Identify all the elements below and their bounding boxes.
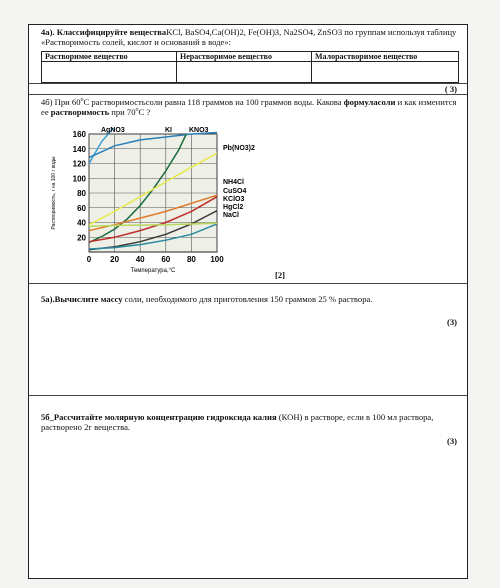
- x-axis-label: Температура,°С: [130, 268, 176, 274]
- question-4a-score: ( 3): [444, 84, 457, 94]
- question-4b-text: [41, 97, 457, 117]
- x-tick-label: 0: [86, 255, 92, 264]
- degree-mark: о: [135, 107, 139, 114]
- x-tick-label: 40: [135, 255, 145, 264]
- series-label: KClO3: [223, 196, 245, 203]
- series-label: KNO3: [189, 127, 209, 134]
- table-header-soluble: Растворимое вещество: [42, 52, 177, 62]
- question-4b-score: [2]: [275, 270, 286, 280]
- question-5a-bold: Вычислите массу: [54, 294, 123, 304]
- question-5a-text: [41, 294, 457, 304]
- series-label: NH4Cl: [223, 179, 245, 186]
- series-label: HgCl2: [223, 204, 244, 211]
- question-4a-number: 4а).: [41, 27, 55, 37]
- question-4b-part: С растворимостьсоли равна 118 граммов на 100 граммов воды. Какова: [83, 97, 344, 107]
- series-label: KI: [165, 127, 172, 134]
- question-4a-text: [41, 27, 457, 47]
- question-4b-part: С ?: [138, 107, 151, 117]
- degree-mark: о: [80, 97, 84, 104]
- x-tick-label: 60: [161, 255, 171, 264]
- question-4b-bold: формуласоли: [343, 97, 396, 107]
- solubility-chart: [45, 122, 293, 274]
- question-5a-number: 5а).: [41, 294, 55, 304]
- table-cell[interactable]: [312, 62, 459, 83]
- question-5a-score: (3): [446, 317, 457, 327]
- y-tick-label: 20: [77, 233, 86, 243]
- series-label: CuSO4: [223, 188, 247, 195]
- question-4b-part: и как изменится ее: [41, 97, 457, 117]
- y-tick-label: 40: [77, 218, 86, 228]
- divider: [29, 83, 467, 84]
- question-5a-body: соли, необходимого для приготовления 150 граммов 25 % раствора.: [122, 294, 373, 304]
- x-tick-label: 20: [110, 255, 120, 264]
- x-tick-label: 80: [186, 255, 196, 264]
- worksheet: [28, 24, 468, 579]
- table-cell[interactable]: [177, 62, 312, 83]
- question-4b-part: при 70: [109, 107, 136, 117]
- question-5b-text: [41, 412, 457, 432]
- question-4a-bold: Классифицируйте вещества: [56, 27, 167, 37]
- y-tick-label: 100: [72, 174, 86, 184]
- y-tick-label: 140: [72, 144, 86, 154]
- y-tick-label: 60: [77, 203, 86, 213]
- table-cell[interactable]: [42, 62, 177, 83]
- question-4a-body: KCl, BaSO4,Ca(OH)2, Fe(OH)3, Na2SO4, ZnSO3 по группам используя таблицу «Растворимость солей, кислот и оснований в воде»:: [41, 27, 457, 47]
- series-label: NaCl: [223, 212, 239, 219]
- series-label: AgNO3: [101, 127, 125, 134]
- y-tick-label: 160: [72, 130, 86, 139]
- divider: [29, 283, 467, 284]
- x-tick-label: 100: [210, 255, 224, 264]
- question-5b-body: (КОН) в растворе, если в 100 мл раствора, растворено 2г вещества.: [41, 412, 434, 432]
- question-4b-bold: растворимость: [50, 107, 110, 117]
- question-5b-bold: 5б_Рассчитайте молярную концентрацию гидроксида калия: [41, 412, 277, 422]
- divider: [29, 395, 467, 396]
- divider: [29, 94, 467, 95]
- table-header-slightly-soluble: Малорастворимое вещество: [312, 52, 459, 62]
- y-axis-label: Растворимость, г на 100 г воды: [51, 156, 57, 230]
- question-5b-score: (3): [446, 436, 457, 446]
- question-4b-part: 4б) При 60: [41, 97, 81, 107]
- table-header-insoluble: Нерастворимое вещество: [177, 52, 312, 62]
- y-tick-label: 80: [77, 189, 86, 198]
- classification-table: [41, 51, 459, 83]
- y-tick-label: 120: [72, 159, 86, 169]
- series-label: Pb(NO3)2: [223, 145, 255, 152]
